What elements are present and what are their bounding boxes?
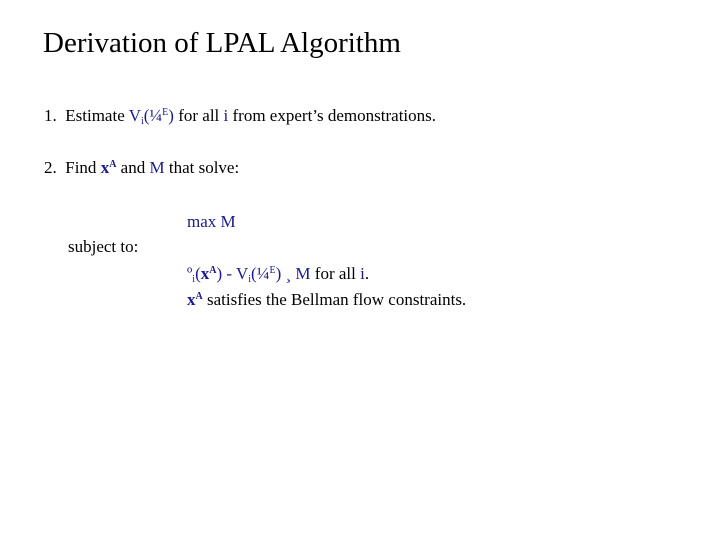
step-2-text-a: Find (65, 158, 101, 177)
index-i: i (223, 106, 229, 125)
constraint-1 (187, 264, 369, 285)
x-a-symbol: $x^A$ (100, 158, 117, 177)
step-2-text-b: and (116, 158, 150, 177)
m-symbol: M (149, 158, 165, 177)
constraint-1-index: i (360, 264, 365, 283)
constraint-2 (187, 290, 466, 310)
step-1-number: 1. (44, 106, 57, 125)
constraint-1-dot: . (364, 264, 370, 283)
constraint-1-lhs: $º_i(x^A)$ - $V_i(\frac{1}{4}^E)$ ¸ M (187, 264, 311, 285)
step-2-text-c: that solve: (164, 158, 240, 177)
constraint-1-text: for all (310, 264, 361, 283)
value-symbol: $V_i(\frac{1}{4}^E)$ (128, 106, 174, 127)
slide-title: Derivation of LPAL Algorithm (43, 27, 401, 59)
step-1 (44, 106, 436, 127)
step-2-number: 2. (44, 158, 57, 177)
step-1-text-b: for all (173, 106, 224, 125)
step-2 (44, 158, 239, 178)
lp-objective: max M (187, 212, 236, 231)
step-1-text-c: from expert’s demonstrations. (228, 106, 437, 125)
constraint-2-x: $x^A$ (187, 290, 203, 309)
subject-to-label: subject to: (68, 237, 139, 256)
step-1-text-a: Estimate (65, 106, 129, 125)
constraint-2-text: satisfies the Bellman flow constraints. (202, 290, 467, 309)
